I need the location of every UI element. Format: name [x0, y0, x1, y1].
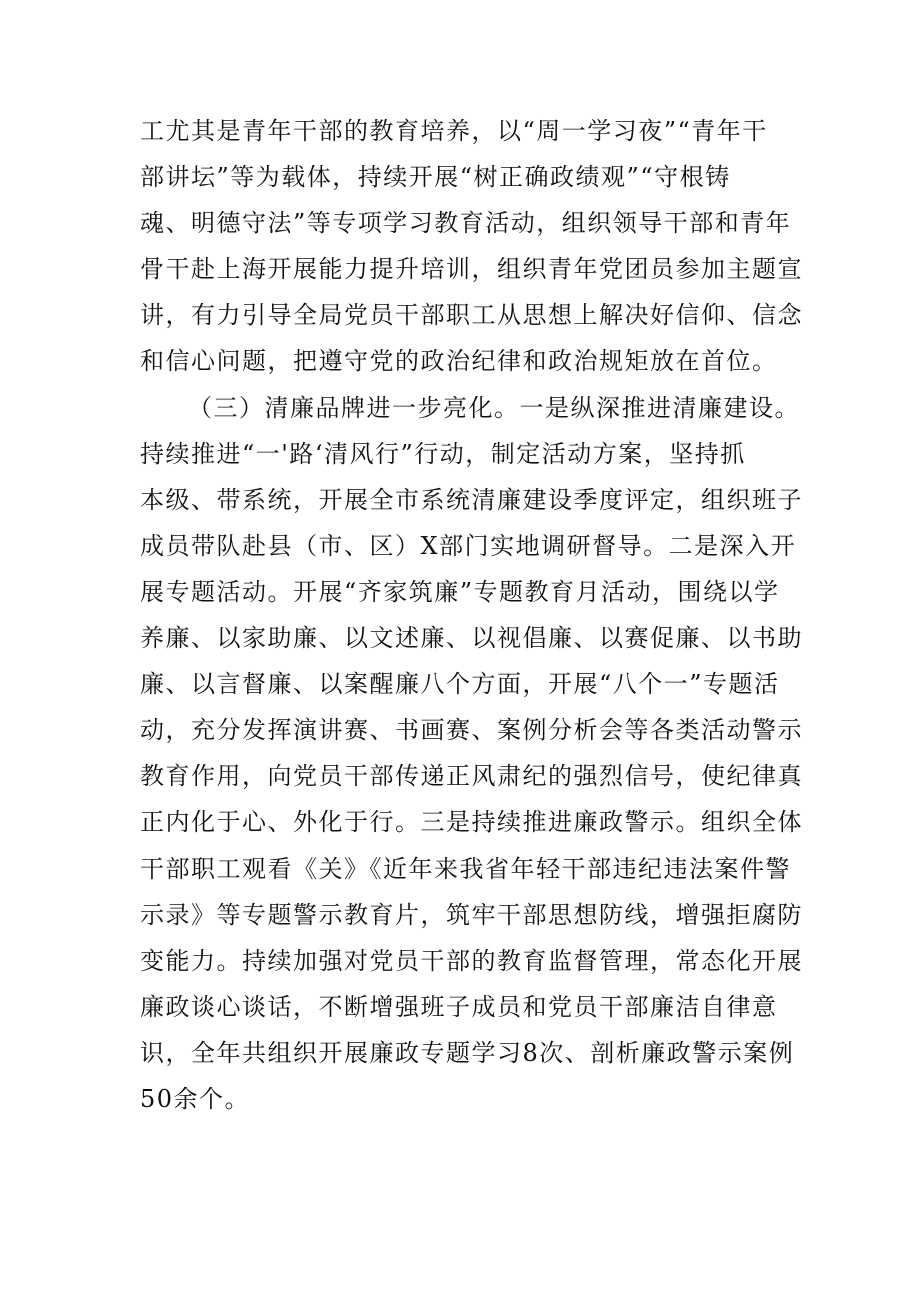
- text-line: 动，充分发挥演讲赛、书画赛、案例分析会等各类活动警示: [140, 716, 803, 745]
- text-line: 魂、明德守法”等专项学习教育活动，组织领导干部和青年: [140, 209, 792, 238]
- text-line: 本级、带系统，开展全市系统清廉建设季度评定，组织班子: [140, 485, 803, 514]
- text-line: 变能力。持续加强对党员干部的教育监督管理，常态化开展: [140, 946, 803, 975]
- text-line: 正内化于心、外化于行。三是持续推进廉政警示。组织全体: [140, 808, 803, 837]
- text-line: 和信心问题，把遵守党的政治纪律和政治规矩放在首位。: [140, 347, 778, 376]
- text-line: 成员带队赴县（市、区）X部门实地调研督导。二是深入开: [140, 531, 797, 560]
- text-line: 部讲坛”等为载体，持续开展“树正确政绩观”“守根铸: [140, 163, 731, 192]
- text-line: 讲，有力引导全局党员干部职工从思想上解决好信仰、信念: [140, 301, 803, 330]
- text-line: 示录》等专题警示教育片，筑牢干部思想防线，增强拒腐防: [140, 900, 803, 929]
- text-line: 持续推进“一'路‘清风行”行动，制定活动方案，坚持抓: [140, 439, 746, 468]
- text-line: 廉、以言督廉、以案醒廉八个方面，开展“八个一”专题活: [140, 670, 780, 699]
- text-line: 廉政谈心谈话，不断增强班子成员和党员干部廉洁自律意: [140, 992, 778, 1021]
- body-text: [140, 108, 803, 1122]
- text-line: 教育作用，向党员干部传递正风肃纪的强烈信号，使纪律真: [140, 762, 803, 791]
- text-line: 工尤其是青年干部的教育培养，以“周一学习夜”“青年干: [140, 117, 768, 145]
- text-line: 展专题活动。开展“齐家筑廉”专题教育月活动，围绕以学: [140, 577, 780, 606]
- text-line: 50余个。: [140, 1084, 251, 1113]
- section-heading-line: （三）清廉品牌进一步亮化。一是纵深推进清廉建设。: [188, 393, 800, 422]
- text-line: 干部职工观看《关》《近年来我省年轻干部违纪违法案件警: [140, 854, 791, 883]
- text-line: 识，全年共组织开展廉政专题学习8次、剖析廉政警示案例: [140, 1038, 795, 1067]
- text-line: 养廉、以家助廉、以文述廉、以视倡廉、以赛促廉、以书助: [140, 624, 803, 653]
- text-line: 骨干赴上海开展能力提升培训，组织青年党团员参加主题宣: [140, 255, 803, 284]
